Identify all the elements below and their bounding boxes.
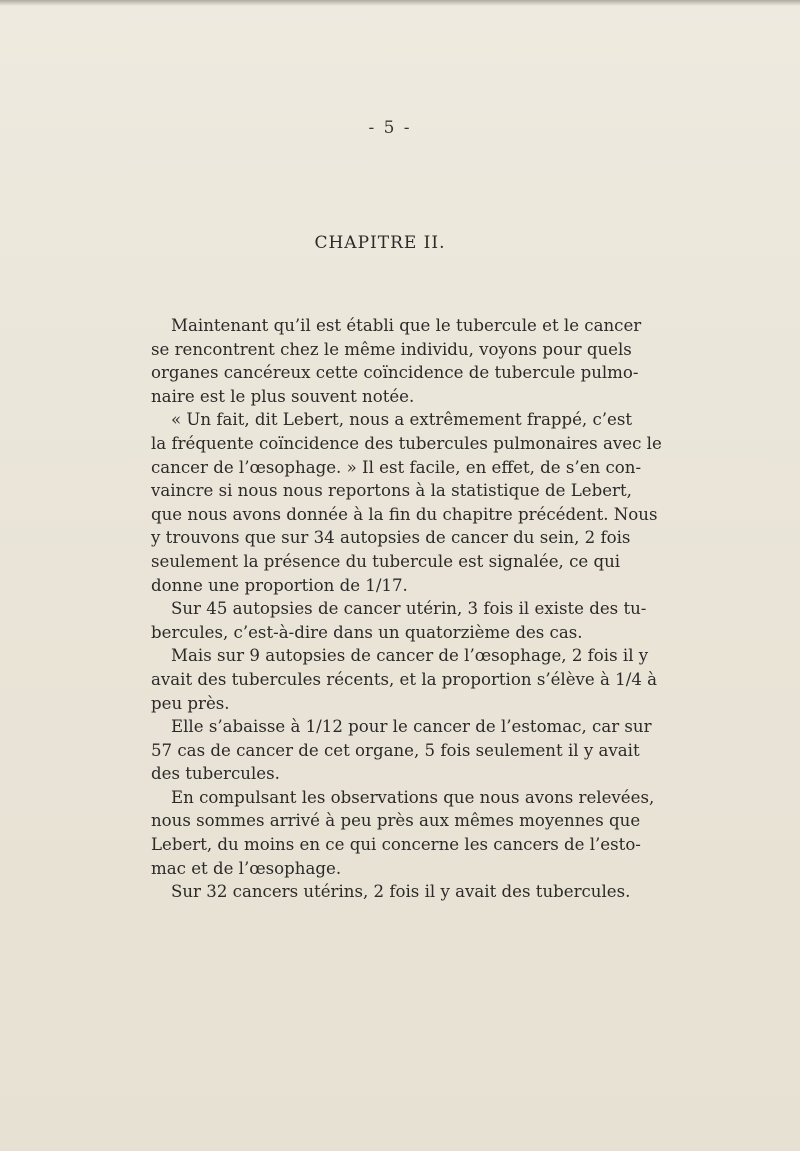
chapter-title: CHAPITRE II. [314,233,446,253]
text-line: vaincre si nous nous reportons à la statistique de Lebert, [151,481,632,501]
text-line: Maintenant qu’il est établi que le tubercule et le cancer [171,316,642,335]
text-line: mac et de l’œsophage. [151,858,342,878]
text-line: 57 cas de cancer de cet organe, 5 fois seulement il y avait [151,740,640,760]
text-line: Sur 32 cancers utérins, 2 fois il y avait des tubercules. [171,882,631,902]
text-line: Mais sur 9 autopsies de cancer de l’œsophage, 2 fois il y [171,646,649,666]
text-line: donne une proportion de 1/17. [151,575,408,595]
text-line: bercules, c’est-à-dire dans un quatorzième des cas. [151,622,583,642]
text-line: peu près. [151,693,230,713]
text-line: cancer de l’œsophage. » Il est facile, en effet, de s’en con- [151,457,642,477]
text-line: nous sommes arrivé à peu près aux mêmes moyennes que [151,811,641,831]
text-line: la fréquente coïncidence des tubercules pulmonaires avec le [151,433,662,453]
text-line: Elle s’abaisse à 1/12 pour le cancer de l’estomac, car sur [171,717,652,737]
text-line: seulement la présence du tubercule est signalée, ce qui [151,551,621,571]
text-line: Lebert, du moins en ce qui concerne les cancers de l’esto- [151,835,641,855]
text-line: Sur 45 autopsies de cancer utérin, 3 fois il existe des tu- [171,599,647,619]
text-line: organes cancéreux cette coïncidence de tubercule pulmo- [151,363,639,383]
page-edge-shadow [0,0,800,6]
text-line: y trouvons que sur 34 autopsies de cancer du sein, 2 fois [151,528,631,548]
body-text [151,314,662,904]
text-line: se rencontrent chez le même individu, voyons pour quels [151,339,632,359]
text-line: que nous avons donnée à la fin du chapitre précédent. Nous [151,504,658,524]
text-line: des tubercules. [151,764,280,784]
page-number: - 5 - [368,118,412,138]
text-line: avait des tubercules récents, et la proportion s’élève à 1/4 à [151,669,658,689]
text-line: naire est le plus souvent notée. [151,386,415,406]
text-line: En compulsant les observations que nous avons relevées, [171,787,655,807]
text-line: « Un fait, dit Lebert, nous a extrêmement frappé, c’est [171,410,633,430]
